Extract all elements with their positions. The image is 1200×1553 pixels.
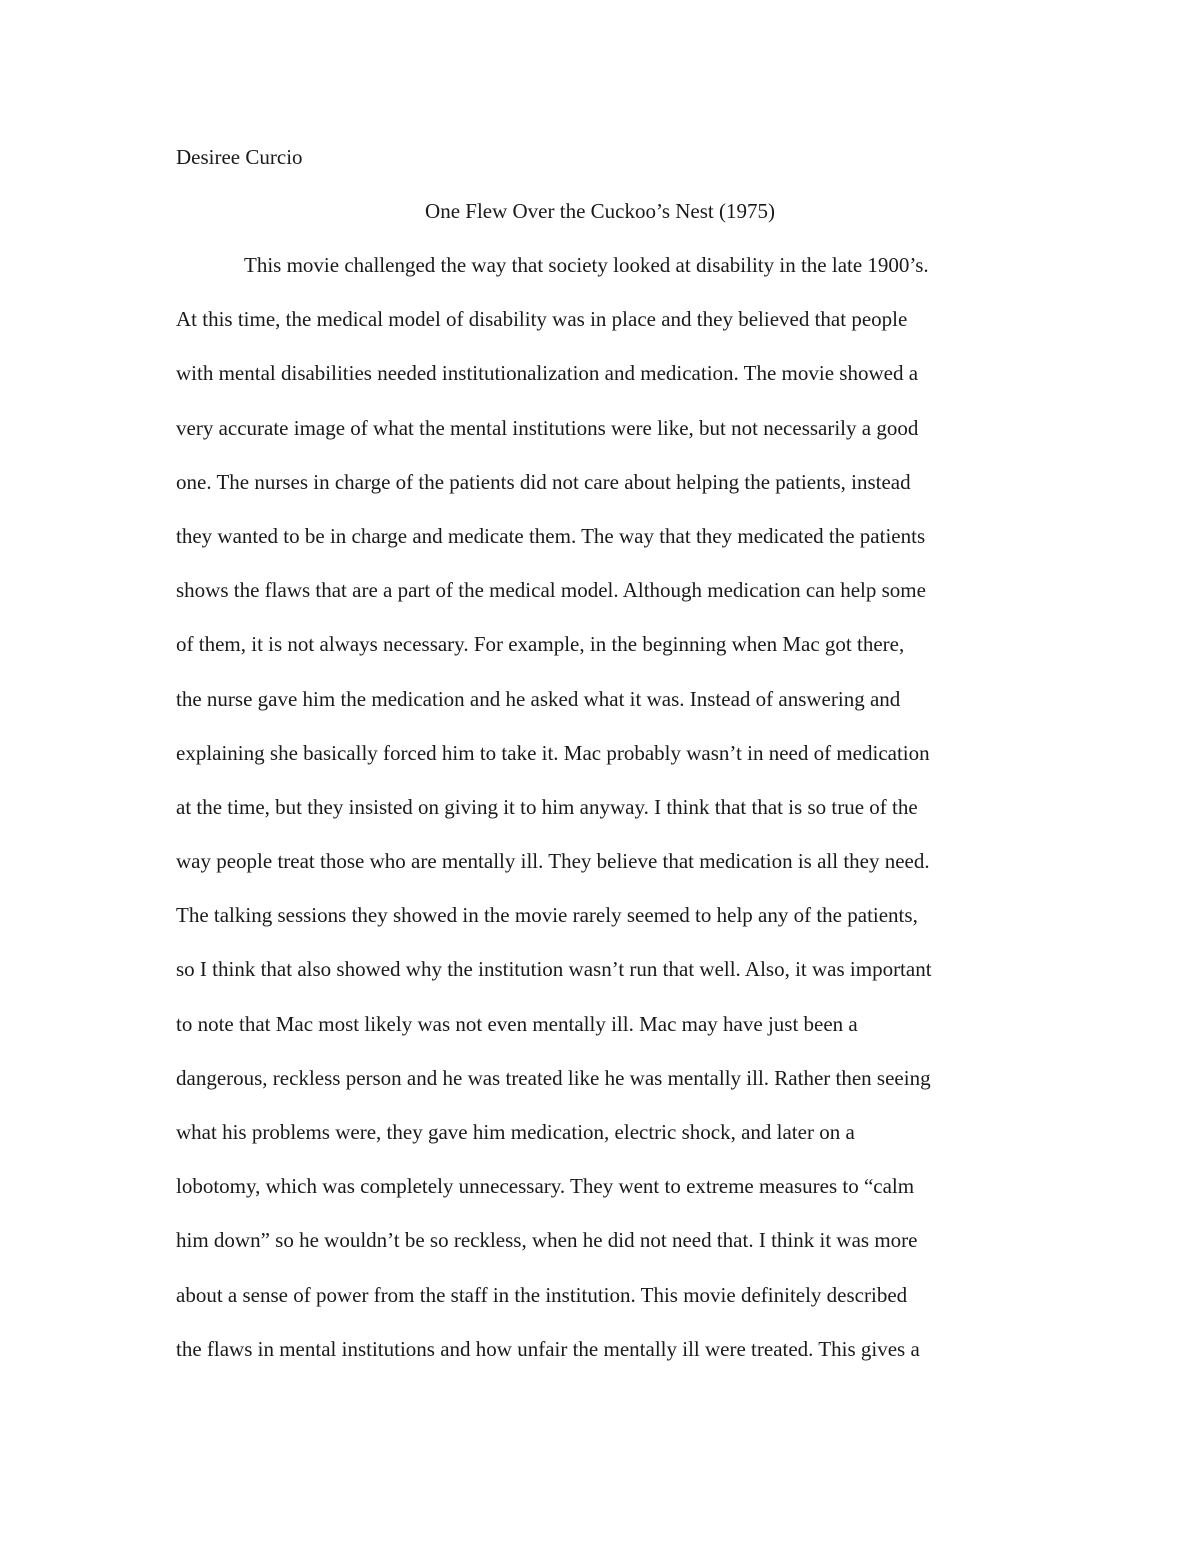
body-line: the flaws in mental institutions and how unfair the mentally ill were treated. This gives a <box>176 1336 920 1361</box>
body-line: to note that Mac most likely was not even mentally ill. Mac may have just been a <box>176 1011 858 1036</box>
body-line: This movie challenged the way that society looked at disability in the late 1900’s. <box>244 253 929 277</box>
body-line: very accurate image of what the mental institutions were like, but not necessarily a good <box>176 415 919 440</box>
body-line: way people treat those who are mentally ill. They believe that medication is all they need. <box>176 849 930 874</box>
body-line: lobotomy, which was completely unnecessary. They went to extreme measures to “calm <box>176 1174 915 1199</box>
body-line: explaining she basically forced him to take it. Mac probably wasn’t in need of medication <box>176 740 930 765</box>
body-line: At this time, the medical model of disability was in place and they believed that people <box>176 307 908 332</box>
body-line: with mental disabilities needed institutionalization and medication. The movie showed a <box>176 361 919 386</box>
body-line: one. The nurses in charge of the patients did not care about helping the patients, instead <box>176 469 911 494</box>
body-line: the nurse gave him the medication and he asked what it was. Instead of answering and <box>176 686 901 711</box>
body-line: The talking sessions they showed in the movie rarely seemed to help any of the patients, <box>176 903 918 928</box>
author-name: Desiree Curcio <box>176 145 303 169</box>
body-line: what his problems were, they gave him medication, electric shock, and later on a <box>176 1120 855 1144</box>
body-line: shows the flaws that are a part of the medical model. Although medication can help some <box>176 578 926 603</box>
body-line: of them, it is not always necessary. For example, in the beginning when Mac got there, <box>176 632 905 657</box>
document-title: One Flew Over the Cuckoo’s Nest (1975) <box>425 199 775 223</box>
body-line: dangerous, reckless person and he was treated like he was mentally ill. Rather then seeing <box>176 1065 931 1090</box>
body-line: at the time, but they insisted on giving it to him anyway. I think that that is so true of the <box>176 794 918 819</box>
body-line: they wanted to be in charge and medicate them. The way that they medicated the patients <box>176 523 926 548</box>
body-line: about a sense of power from the staff in the institution. This movie definitely described <box>176 1282 908 1307</box>
body-line: him down” so he wouldn’t be so reckless, when he did not need that. I think it was more <box>176 1228 918 1253</box>
body-text <box>176 252 1036 1390</box>
body-line: so I think that also showed why the institution wasn’t run that well. Also, it was important <box>176 957 932 982</box>
